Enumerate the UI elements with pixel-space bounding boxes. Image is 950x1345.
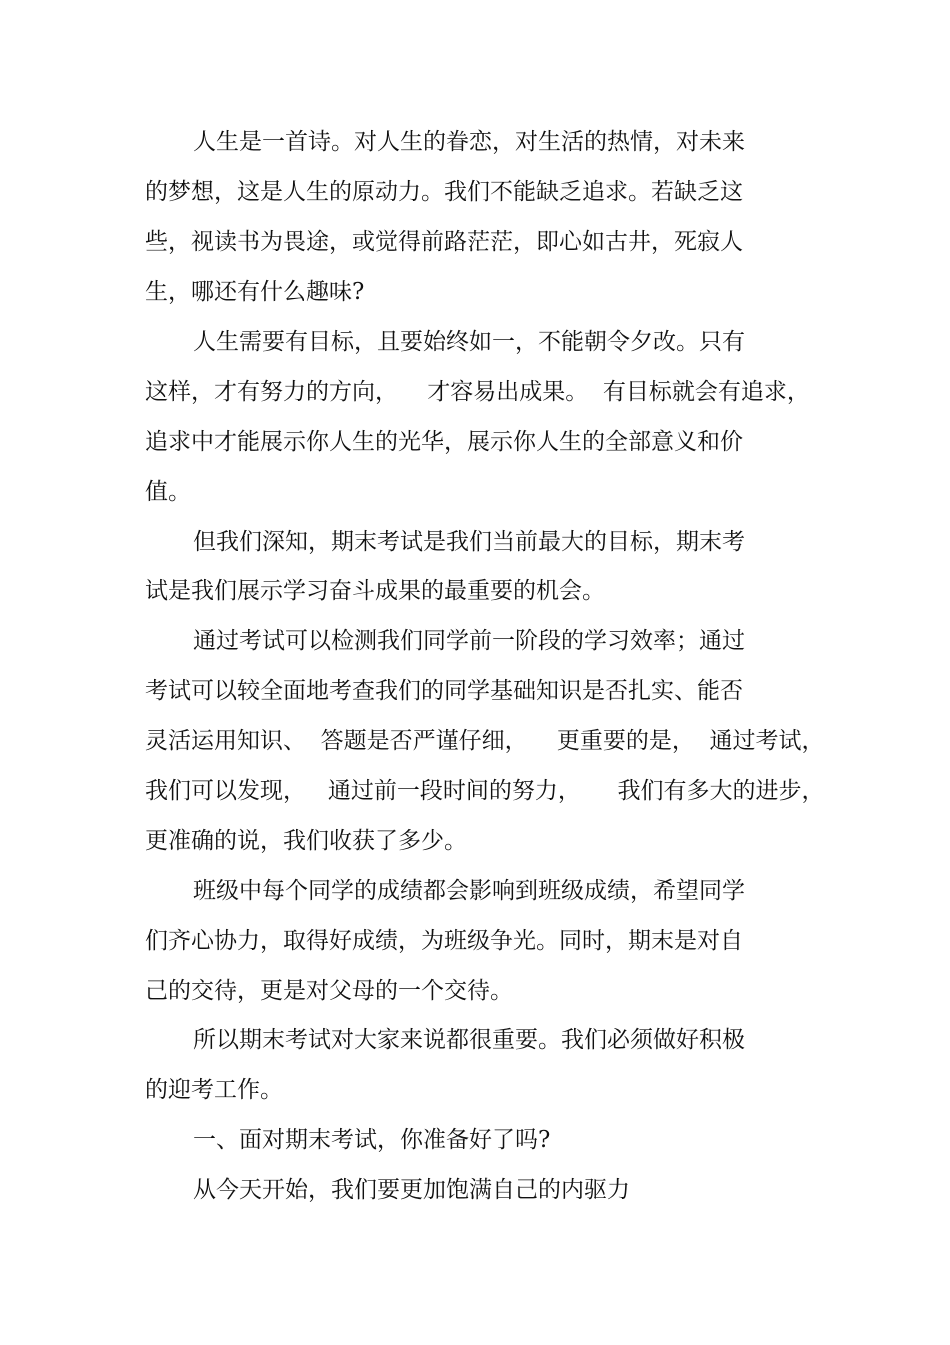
text-line: 追求中才能展示你人生的光华，展示你人生的全部意义和价 [145,429,743,455]
text-line: 己的交待，更是对父母的一个交待。 [145,978,513,1004]
text-line: 所以期末考试对大家来说都很重要。我们必须做好积极 [193,1027,745,1053]
text-line: 从今天开始，我们要更加饱满自己的内驱力 [193,1177,630,1203]
text-line: 试是我们展示学习奋斗成果的最重要的机会。 [145,578,605,604]
section-heading: 一、面对期末考试，你准备好了吗? [193,1127,551,1153]
text-line: 灵活运用知识、 答题是否严谨仔细， 更重要的是， 通过考试， [145,728,825,754]
text-line: 但我们深知，期末考试是我们当前最大的目标，期末考 [193,529,745,555]
text-line: 的迎考工作。 [145,1077,283,1103]
text-line: 我们可以发现， 通过前一段时间的努力， 我们有多大的进步， [145,778,825,804]
text-line: 更准确的说，我们收获了多少。 [145,828,467,854]
text-line: 生，哪还有什么趣味? [145,279,365,305]
text-line: 些，视读书为畏途，或觉得前路茫茫，即心如古井，死寂人 [145,229,743,255]
text-line: 们齐心协力，取得好成绩，为班级争光。同时，期末是对自 [145,928,743,954]
text-line: 值。 [145,479,191,505]
text-line: 班级中每个同学的成绩都会影响到班级成绩，希望同学 [193,878,745,904]
text-line: 的梦想，这是人生的原动力。我们不能缺乏追求。若缺乏这 [145,179,743,205]
text-line: 通过考试可以检测我们同学前一阶段的学习效率；通过 [193,628,745,654]
text-line: 考试可以较全面地考查我们的同学基础知识是否扎实、能否 [145,678,743,704]
text-line: 这样，才有努力的方向， 才容易出成果。 有目标就会有追求， [145,379,810,405]
text-line: 人生需要有目标，且要始终如一，不能朝令夕改。只有 [193,329,745,355]
text-line: 人生是一首诗。对人生的眷恋，对生活的热情，对未来 [193,129,745,155]
